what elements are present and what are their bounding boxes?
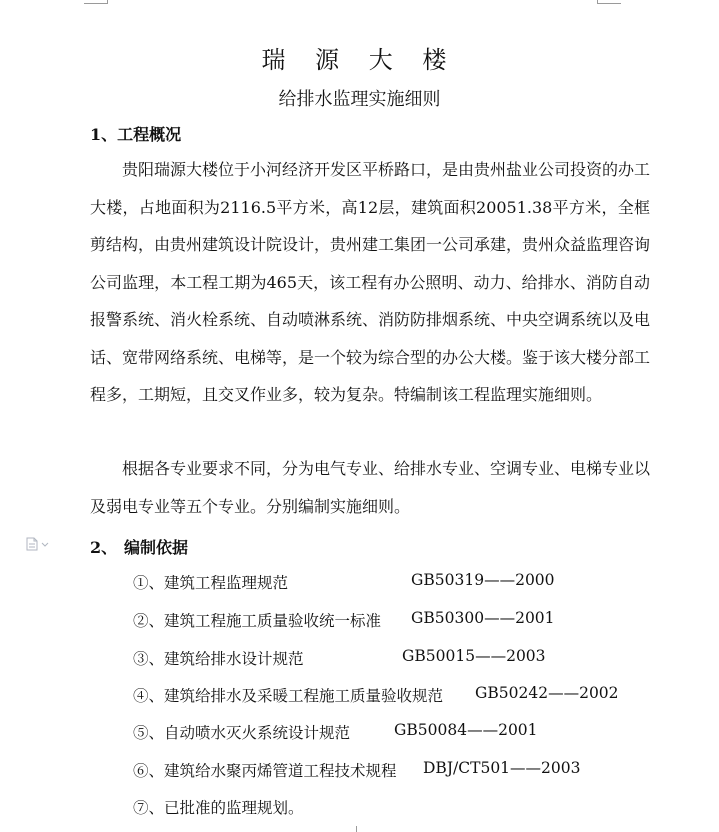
crop-mark-top-right	[597, 3, 621, 4]
section-1-heading: 1、工程概况	[90, 125, 182, 144]
basis-item-name: ②、建筑工程施工质量验收统一标准	[133, 612, 382, 630]
section-2-title: 编制依据	[124, 538, 189, 557]
basis-item-name: ③、建筑给排水设计规范	[133, 650, 304, 668]
basis-item	[133, 647, 693, 669]
section-2-number: 2、	[90, 538, 118, 557]
basis-item	[133, 571, 693, 593]
basis-item	[133, 796, 693, 818]
crop-mark-bottom	[356, 826, 357, 832]
basis-item-code: GB50319——2000	[411, 571, 555, 589]
crop-mark-top-left	[84, 3, 108, 4]
basis-item-name: ④、建筑给排水及采暖工程施工质量验收规范	[133, 687, 444, 705]
basis-item	[133, 684, 693, 706]
basis-item-name: ⑥、建筑给水聚丙烯管道工程技术规程	[133, 762, 397, 780]
basis-item-code: GB50015——2003	[402, 647, 546, 665]
document-subtitle: 给排水监理实施细则	[278, 89, 441, 110]
basis-item-name: ⑤、自动喷水灭火系统设计规范	[133, 724, 351, 742]
section-2-heading	[90, 535, 188, 558]
basis-item-code: GB50084——2001	[394, 721, 538, 739]
crop-mark-top-right-vertical	[597, 0, 598, 4]
basis-item-name: ①、建筑工程监理规范	[133, 574, 289, 592]
section-1-paragraph-2: 根据各专业要求不同，分为电气专业、给排水专业、空调专业、电梯专业以及弱电专业等五个专业。分别编制实施细则。	[90, 459, 651, 516]
basis-item	[133, 759, 693, 781]
basis-item-code: DBJ/CT501——2003	[423, 759, 581, 777]
basis-item-name: ⑦、已批准的监理规划。	[133, 799, 304, 817]
document-title: 瑞 源 大 楼	[261, 46, 458, 74]
crop-mark-top-left-vertical	[107, 0, 108, 4]
document-comment-icon[interactable]	[26, 537, 52, 551]
basis-item-code: GB50242——2002	[475, 684, 619, 702]
basis-item-code: GB50300——2001	[411, 609, 555, 627]
section-1-paragraph-1: 贵阳瑞源大楼位于小河经济开发区平桥路口，是由贵州盐业公司投资的办工大楼，占地面积为2116.5平方米，高12层，建筑面积20051.38平方米，全框剪结构，由贵州建筑设计院设计，贵州建工集团一公司承建，贵州众益监理咨询公司监理，本工程工期为465天，该工程有办公照明、动力、给排水、消防自动报警系统、消火栓系统、自动喷淋系统、消防防排烟系统、中央空调系统以及电话、宽带网络系统、电梯等，是一个较为综合型的办公大楼。鉴于该大楼分部工程多，工期短，且交叉作业多，较为复杂。特编制该工程监理实施细则。	[90, 160, 651, 404]
basis-item	[133, 721, 693, 743]
basis-item	[133, 609, 693, 631]
